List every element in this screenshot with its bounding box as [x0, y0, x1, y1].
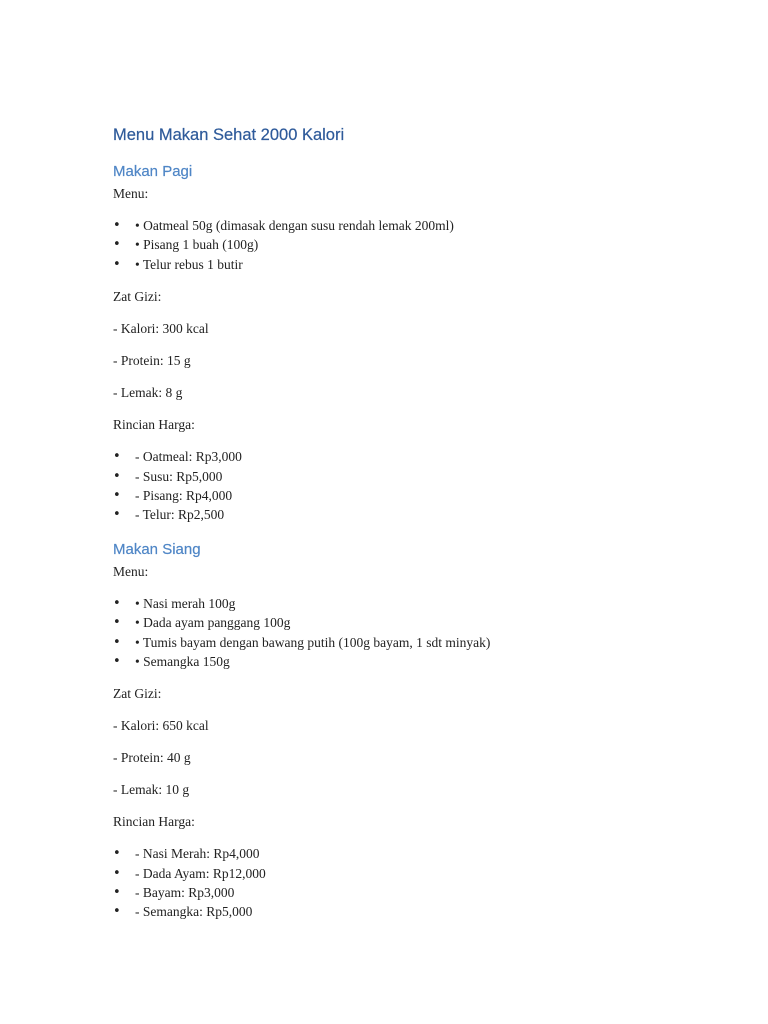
- price-item-text: - Bayam: Rp3,000: [135, 885, 235, 901]
- bullet-icon: •: [113, 468, 121, 484]
- price-item-text: - Pisang: Rp4,000: [135, 487, 233, 503]
- menu-item: [113, 652, 713, 671]
- menu-label: Menu:: [113, 186, 149, 201]
- menu-list: [113, 594, 713, 672]
- price-item: [113, 864, 713, 883]
- price-item-text: - Oatmeal: Rp3,000: [135, 449, 242, 465]
- bullet-icon: •: [113, 634, 121, 650]
- section-heading: Makan Pagi: [113, 163, 193, 180]
- menu-item: [113, 613, 713, 632]
- section-heading: Makan Siang: [113, 540, 201, 558]
- menu-item: [113, 255, 713, 274]
- price-item: [113, 467, 713, 486]
- bullet-icon: •: [113, 237, 121, 253]
- menu-item-text: • Semangka 150g: [135, 653, 230, 669]
- bullet-icon: •: [113, 595, 121, 611]
- nutrition-label: Zat Gizi:: [113, 289, 162, 305]
- bullet-icon: •: [113, 256, 121, 272]
- protein-value: - Protein: 15 g: [113, 353, 191, 369]
- lemak-value: - Lemak: 10 g: [113, 782, 190, 798]
- price-item-text: - Telur: Rp2,500: [135, 507, 225, 523]
- price-label: Rincian Harga:: [113, 814, 195, 830]
- price-list: [113, 447, 713, 525]
- menu-item-text: • Nasi merah 100g: [135, 595, 236, 611]
- bullet-icon: •: [113, 865, 121, 881]
- bullet-icon: •: [113, 885, 121, 901]
- menu-item-text: • Dada ayam panggang 100g: [135, 615, 291, 631]
- price-item: [113, 447, 713, 466]
- menu-list: [113, 216, 713, 274]
- lemak-value: - Lemak: 8 g: [113, 385, 183, 401]
- menu-item: [113, 633, 713, 652]
- nutrition-label: Zat Gizi:: [113, 686, 162, 702]
- document-title: Menu Makan Sehat 2000 Kalori: [113, 126, 345, 144]
- menu-item: [113, 216, 713, 235]
- price-item-text: - Nasi Merah: Rp4,000: [135, 846, 260, 862]
- section-makan-pagi: [113, 162, 713, 525]
- price-item: [113, 844, 713, 863]
- bullet-icon: •: [113, 615, 121, 631]
- price-list: [113, 844, 713, 922]
- menu-item-text: • Pisang 1 buah (100g): [135, 237, 259, 253]
- bullet-icon: •: [113, 218, 121, 233]
- kalori-value: - Kalori: 300 kcal: [113, 321, 209, 337]
- price-label: Rincian Harga:: [113, 417, 195, 433]
- menu-label: Menu:: [113, 563, 149, 579]
- bullet-icon: •: [113, 449, 121, 465]
- price-item: [113, 486, 713, 505]
- price-item: [113, 505, 713, 524]
- menu-item-text: • Oatmeal 50g (dimasak dengan susu rendah lemak 200ml): [135, 218, 454, 233]
- menu-item: [113, 594, 713, 613]
- price-item-text: - Susu: Rp5,000: [135, 468, 223, 484]
- kalori-value: - Kalori: 650 kcal: [113, 718, 209, 734]
- bullet-icon: •: [113, 904, 121, 920]
- menu-item-text: • Tumis bayam dengan bawang putih (100g bayam, 1 sdt minyak): [135, 634, 491, 650]
- section-makan-siang: [113, 540, 713, 922]
- price-item-text: - Dada Ayam: Rp12,000: [135, 865, 266, 881]
- price-item: [113, 883, 713, 902]
- price-item-text: - Semangka: Rp5,000: [135, 904, 253, 920]
- bullet-icon: •: [113, 846, 121, 862]
- bullet-icon: •: [113, 653, 121, 669]
- bullet-icon: •: [113, 507, 121, 523]
- price-item: [113, 902, 713, 921]
- menu-item: [113, 235, 713, 254]
- bullet-icon: •: [113, 487, 121, 503]
- document-page: [113, 124, 713, 922]
- menu-item-text: • Telur rebus 1 butir: [135, 256, 243, 272]
- protein-value: - Protein: 40 g: [113, 750, 191, 766]
